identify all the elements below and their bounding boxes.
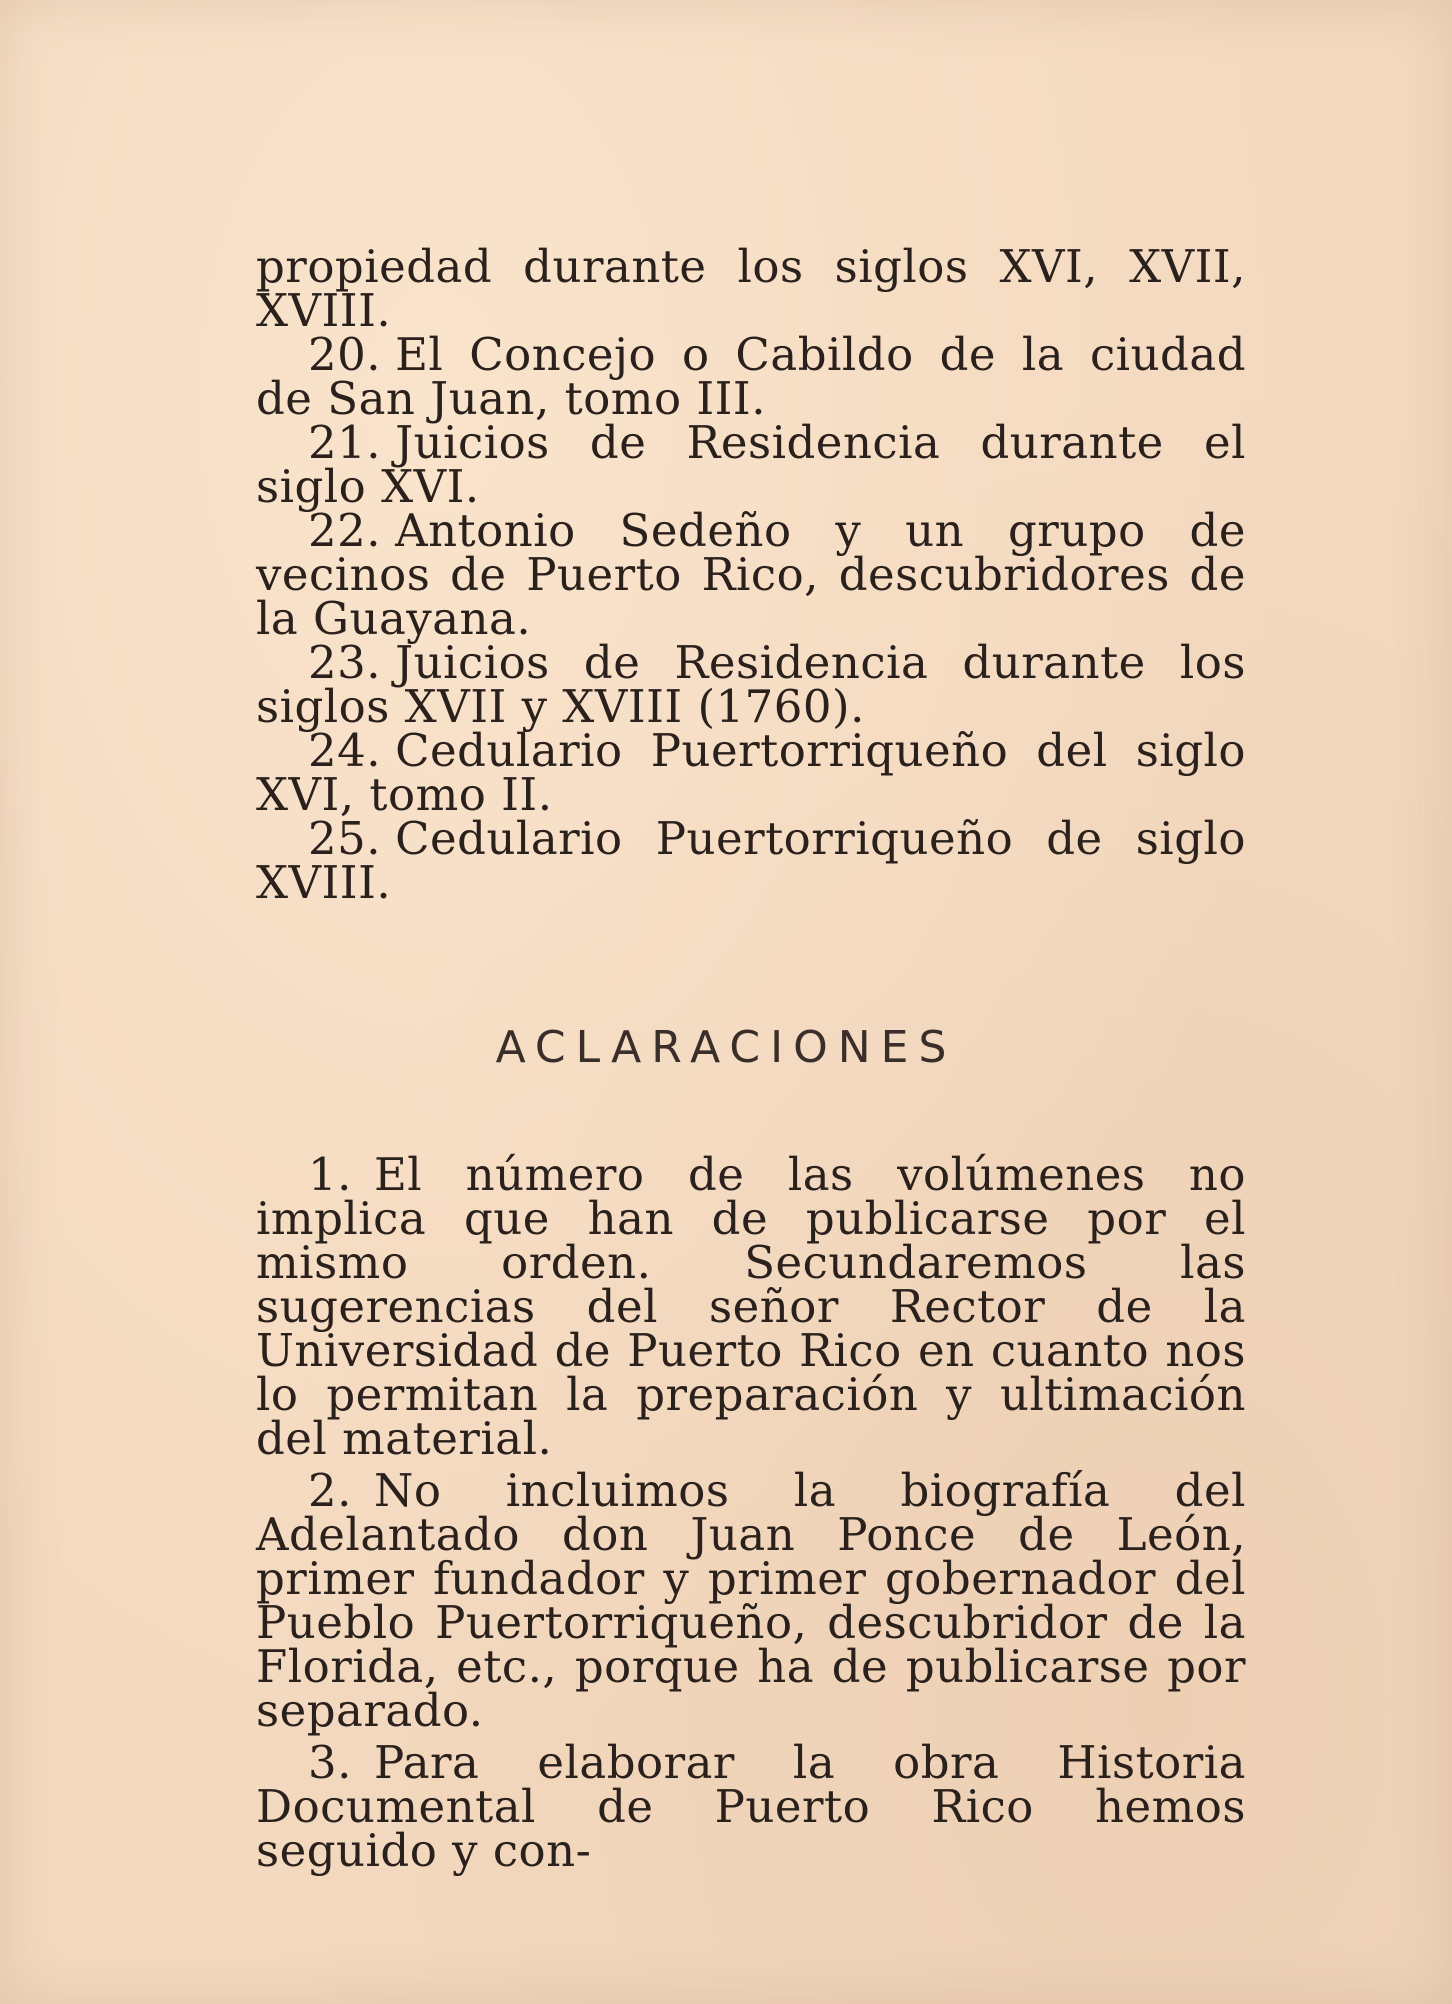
list-item-number: 23. — [308, 636, 382, 689]
list-item-text: Cedulario Puertorriqueño del siglo XVI, tomo II. — [256, 724, 1246, 821]
note-item-2 — [256, 1464, 1246, 1737]
list-item-text: Cedulario Puertorriqueño de siglo XVIII. — [256, 812, 1246, 909]
volume-list — [256, 240, 1246, 909]
note-item-text: Para elaborar la obra Historia Documental de Puerto Rico hemos seguido y con- — [256, 1736, 1246, 1877]
list-item-22 — [256, 504, 1246, 645]
list-item-24 — [256, 724, 1246, 821]
list-item-20 — [256, 328, 1246, 425]
continuation-paragraph: propiedad durante los siglos XVI, XVII, XVIII. — [256, 240, 1246, 337]
note-item-text: El número de las volúmenes no implica que han de publicarse por el mismo orden. Secundaremos las sugerencias del señor Rector de la Universidad de Puerto Rico en cuanto nos lo permitan la preparación y ultimación del material. — [256, 1148, 1246, 1465]
note-item-number: 2. — [308, 1464, 352, 1517]
list-item-number: 21. — [308, 416, 382, 469]
note-item-number: 1. — [308, 1148, 352, 1201]
list-item-25 — [256, 812, 1246, 909]
list-item-23 — [256, 636, 1246, 733]
list-item-number: 24. — [308, 724, 382, 777]
note-item-3 — [256, 1736, 1246, 1877]
list-item-number: 22. — [308, 504, 382, 557]
note-item-1 — [256, 1148, 1246, 1465]
list-item-text: El Concejo o Cabildo de la ciudad de San Juan, tomo III. — [256, 328, 1246, 425]
list-item-text: Juicios de Residencia durante el siglo XVI. — [256, 416, 1246, 513]
list-item-text: Juicios de Residencia durante los siglos XVII y XVIII (1760). — [256, 636, 1246, 733]
list-item-number: 20. — [308, 328, 382, 381]
note-item-text: No incluimos la biografía del Adelantado don Juan Ponce de León, primer fundador y primer gobernador del Pueblo Puertorriqueño, descubridor de la Florida, etc., porque ha de publicarse por separado. — [256, 1464, 1246, 1737]
clarifications-list — [256, 1148, 1246, 1881]
list-item-21 — [256, 416, 1246, 513]
note-item-number: 3. — [308, 1736, 352, 1789]
list-item-text: Antonio Sedeño y un grupo de vecinos de Puerto Rico, descubridores de la Guayana. — [256, 504, 1246, 645]
list-item-number: 25. — [308, 812, 382, 865]
section-heading: ACLARACIONES — [495, 1022, 957, 1073]
